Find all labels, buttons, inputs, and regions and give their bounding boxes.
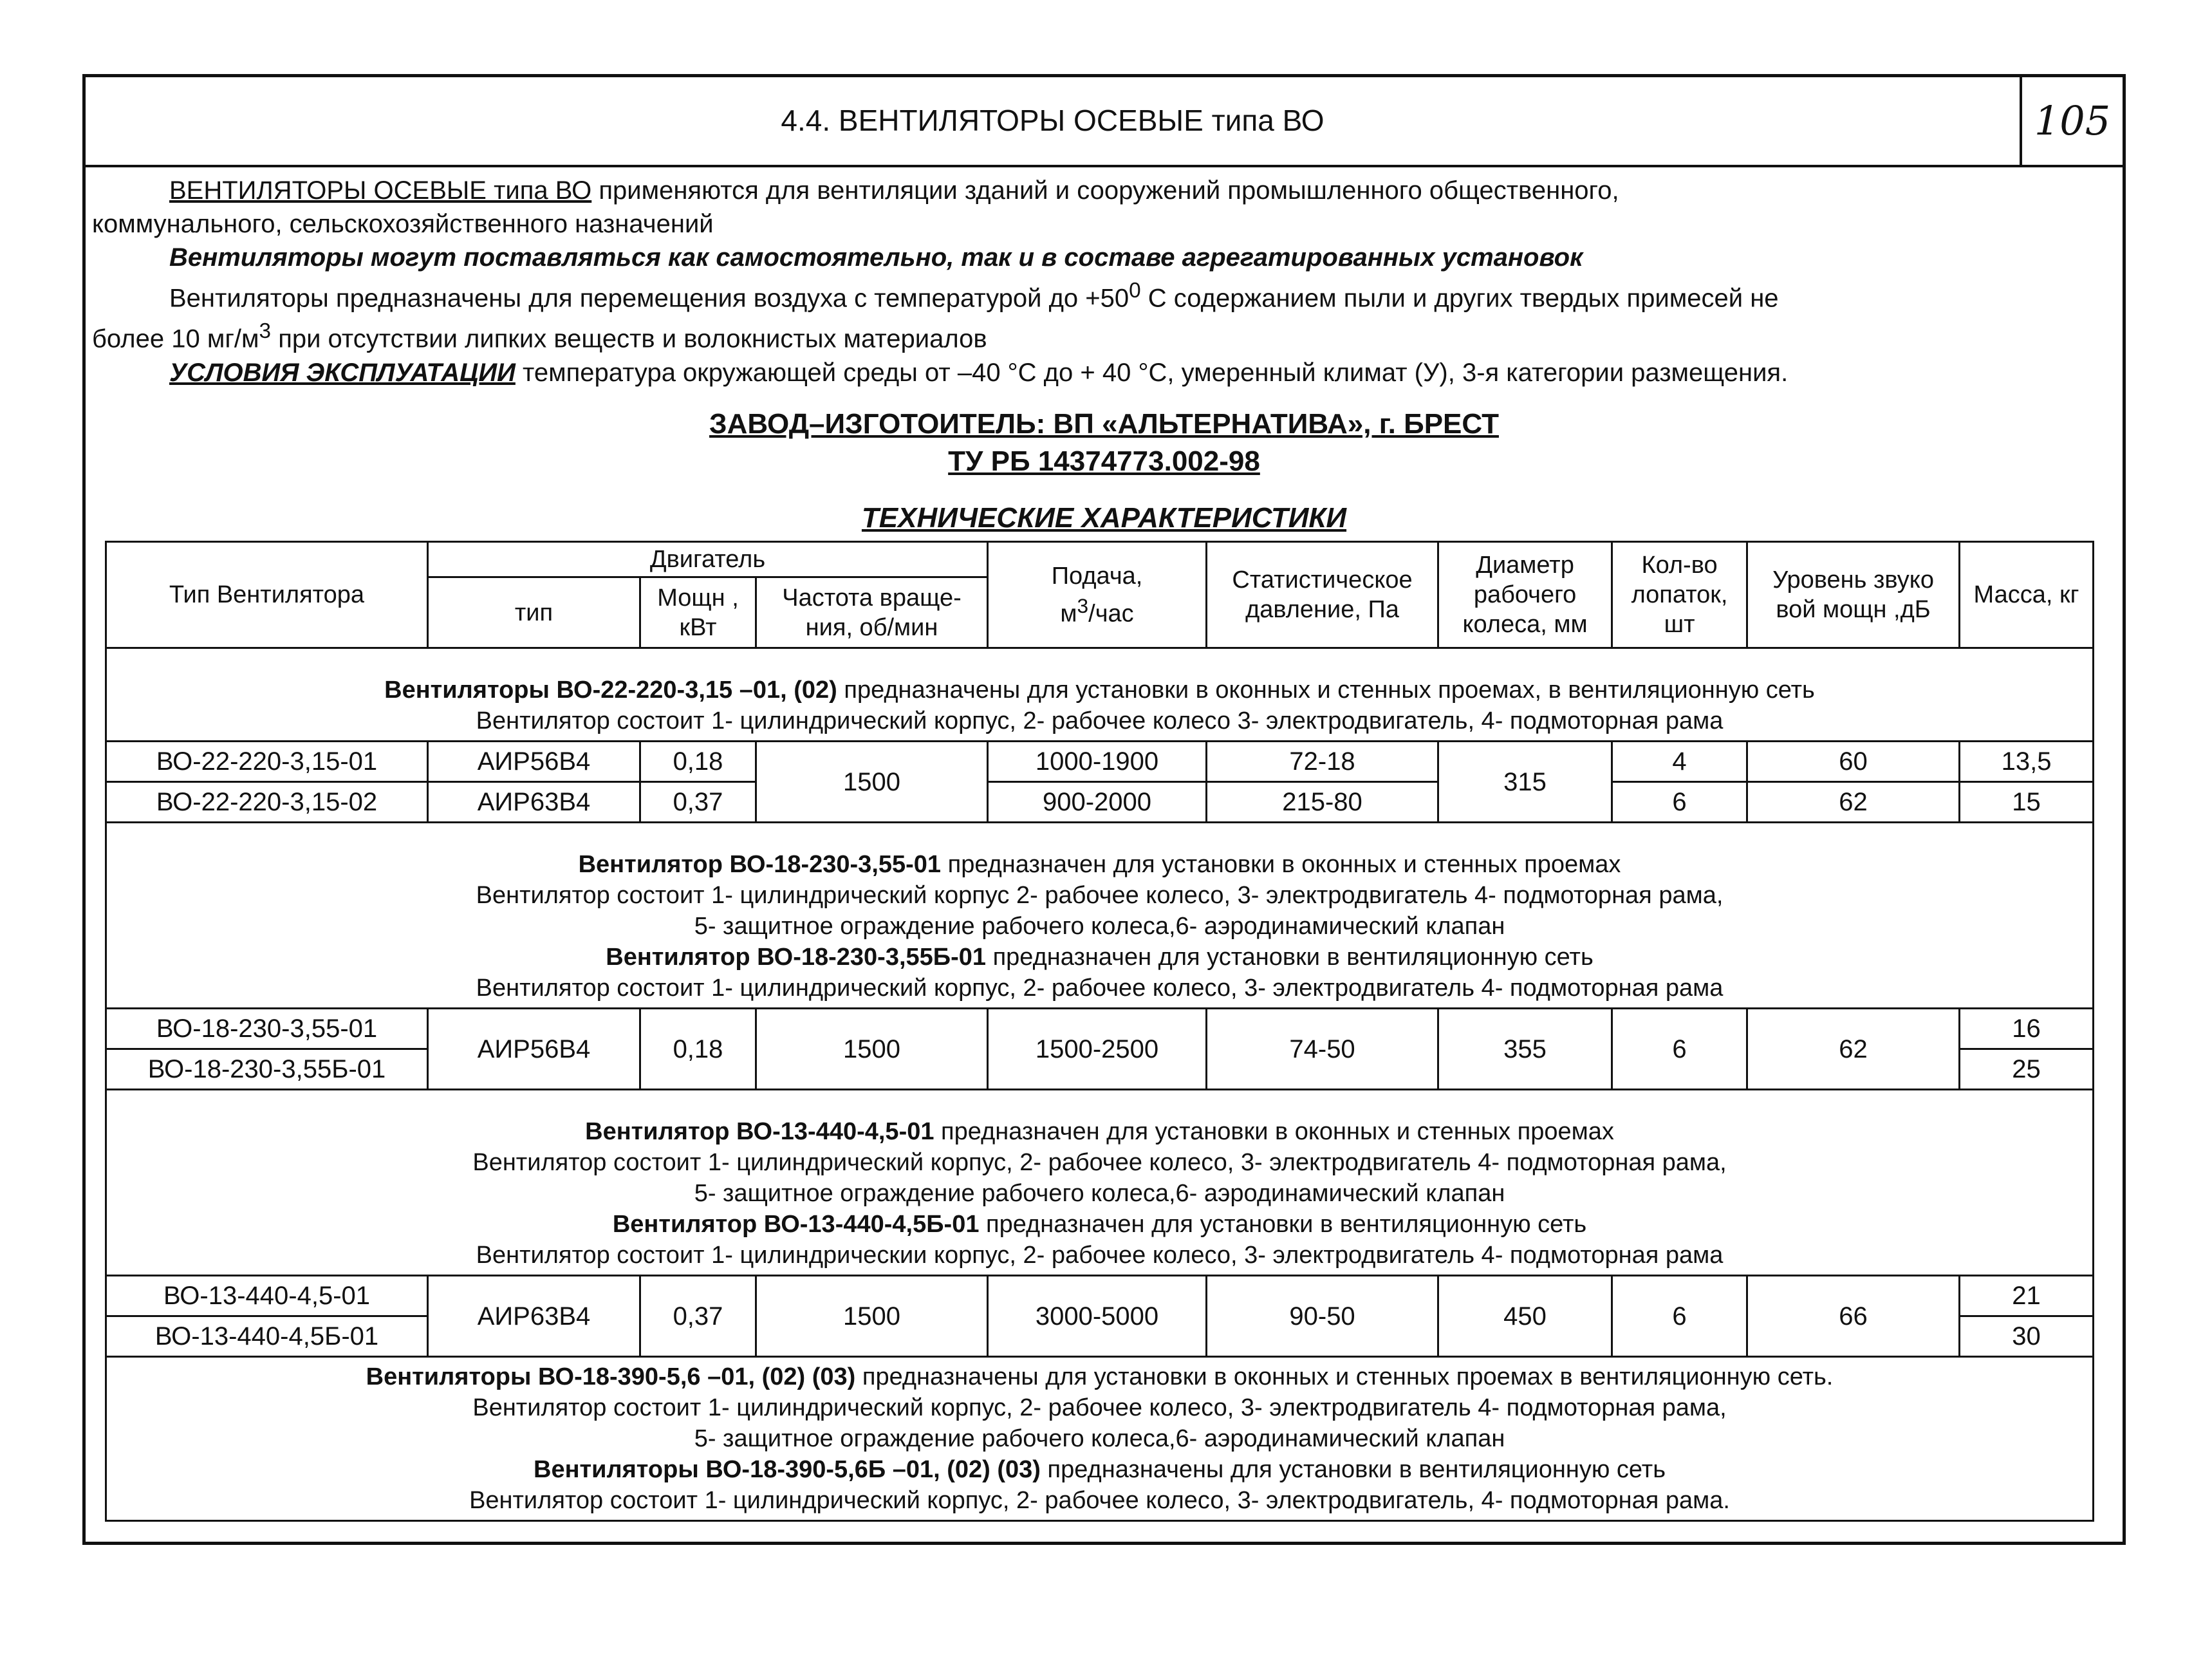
group2-d5: Вентилятор состоит 1- цилиндрический корпус, 2- рабочее колесо, 3- электродвигатель 4- подмоторная рама	[476, 975, 1724, 1002]
intro-paragraph-3	[92, 274, 2110, 315]
intro-p3-sup: 0	[1129, 279, 1141, 303]
page-frame	[82, 74, 2126, 1545]
table-row	[106, 742, 2094, 782]
header-freq: Частота враще-ния, об/мин	[756, 577, 988, 648]
model-cell: ВО-18-230-3,55-01	[106, 1009, 428, 1049]
motor-cell: АИР63В4	[428, 1276, 640, 1357]
motor-cell: АИР56В4	[428, 1009, 640, 1090]
group4-d1-bold: Вентиляторы ВО-18-390-5,6 –01, (02) (03)	[366, 1363, 856, 1390]
group3-d4-bold: Вентилятор ВО-13-440-4,5Б-01	[612, 1211, 980, 1238]
group2-d4-bold: Вентилятор ВО-18-230-3,55Б-01	[606, 944, 987, 971]
flow-cell: 900-2000	[988, 782, 1207, 823]
title-row	[86, 77, 2123, 167]
group2-d3: 5- защитное ограждение рабочего колеса,6- аэродинамический клапан	[694, 913, 1505, 940]
group4-d2: Вентилятор состоит 1- цилиндрический корпус, 2- рабочее колесо, 3- электродвигатель 4- подмоторная рама,	[472, 1394, 1727, 1421]
mass-cell: 30	[1960, 1316, 2094, 1357]
power-cell: 0,37	[640, 1276, 756, 1357]
mass-cell: 16	[1960, 1009, 2094, 1049]
power-cell: 0,18	[640, 742, 756, 782]
table-row	[106, 1009, 2094, 1049]
group4-d4-rest: предназначены для установки в вентиляционную сеть	[1040, 1456, 1666, 1483]
group1-desc	[106, 648, 2094, 742]
table-row	[106, 782, 2094, 823]
motor-cell: АИР63В4	[428, 782, 640, 823]
manufacturer-line: ЗАВОД–ИЗГОТОИТЕЛЬ: ВП «АЛЬТЕРНАТИВА», г. БРЕСТ	[709, 408, 1499, 440]
pressure-cell: 74-50	[1207, 1009, 1438, 1090]
sound-cell: 60	[1747, 742, 1960, 782]
intro-p3-l2sup: 3	[259, 319, 272, 344]
mass-cell: 25	[1960, 1049, 2094, 1090]
header-type-fan: Тип Вентилятора	[106, 542, 428, 648]
power-cell: 0,37	[640, 782, 756, 823]
group2-desc-row	[106, 823, 2094, 1009]
group2-desc	[106, 823, 2094, 1009]
intro-p1-rest: применяются для вентиляции зданий и сооружений промышленного общественного,	[591, 176, 1619, 205]
header-mass: Масса, кг	[1960, 542, 2094, 648]
group2-d1-bold: Вентилятор ВО-18-230-3,55-01	[578, 851, 942, 878]
group3-d3: 5- защитное ограждение рабочего колеса,6- аэродинамический клапан	[694, 1180, 1505, 1207]
model-cell: ВО-13-440-4,5-01	[106, 1276, 428, 1316]
group3-desc-row	[106, 1090, 2094, 1276]
flow-cell: 1000-1900	[988, 742, 1207, 782]
group4-d5: Вентилятор состоит 1- цилиндрический корпус, 2- рабочее колесо, 3- электродвигатель, 4- подмоторная рама.	[469, 1487, 1730, 1514]
power-cell: 0,18	[640, 1009, 756, 1090]
sound-cell: 66	[1747, 1276, 1960, 1357]
motor-cell: АИР56В4	[428, 742, 640, 782]
header-motor-type: тип	[428, 577, 640, 648]
table-row	[106, 1276, 2094, 1316]
header-flow-c: /час	[1088, 600, 1134, 628]
intro-text	[92, 174, 2110, 389]
tech-title: ТЕХНИЧЕСКИЕ ХАРАКТЕРИСТИКИ	[861, 502, 1347, 534]
header-flow	[988, 542, 1207, 648]
spec-table-wrap	[105, 541, 2092, 1522]
group4-d3: 5- защитное ограждение рабочего колеса,6- аэродинамический клапан	[694, 1425, 1505, 1452]
manufacturer-block	[86, 406, 2123, 480]
intro-p3-a: Вентиляторы предназначены для перемещения воздуха с температурой до +50	[169, 284, 1129, 313]
tu-line: ТУ РБ 14374773.002-98	[948, 445, 1260, 477]
intro-paragraph-1	[92, 174, 2110, 207]
intro-p3-b: С содержанием пыли и других твердых примесей не	[1140, 284, 1779, 313]
blades-cell: 6	[1612, 1276, 1747, 1357]
mass-cell: 21	[1960, 1276, 2094, 1316]
group1-desc2: Вентилятор состоит 1- цилиндрический корпус, 2- рабочее колесо 3- электродвигатель, 4- подмоторная рама	[476, 707, 1724, 734]
intro-p3-l2b: при отсутствии липких веществ и волокнистых материалов	[271, 324, 987, 353]
spec-table	[105, 541, 2094, 1522]
diameter-cell: 355	[1438, 1009, 1612, 1090]
diameter-cell: 315	[1438, 742, 1612, 823]
header-flow-b: м	[1060, 600, 1077, 628]
blades-cell: 6	[1612, 1009, 1747, 1090]
group3-d1-rest: предназначен для установки в оконных и стенных проемах	[934, 1118, 1614, 1145]
conditions-rest: температура окружающей среды от –40 °С до + 40 °С, умеренный климат (У), 3-я категории размещения.	[515, 358, 1789, 387]
page-title: 4.4. ВЕНТИЛЯТОРЫ ОСЕВЫЕ типа ВО	[781, 104, 1324, 137]
group4-d1-rest: предназначены для установки в оконных и стенных проемах в вентиляционную сеть.	[855, 1363, 1834, 1390]
header-motor: Двигатель	[428, 542, 988, 577]
header-row-1	[106, 542, 2094, 577]
pressure-cell: 215-80	[1207, 782, 1438, 823]
flow-cell: 3000-5000	[988, 1276, 1207, 1357]
intro-paragraph-1-line2: коммунального, сельскохозяйственного назначений	[92, 210, 714, 238]
intro-p3-l2a: более 10 мг/м	[92, 324, 259, 353]
mass-cell: 15	[1960, 782, 2094, 823]
pressure-cell: 72-18	[1207, 742, 1438, 782]
group2-d1-rest: предназначен для установки в оконных и стенных проемах	[941, 851, 1621, 878]
header-blades: Кол-во лопаток, шт	[1612, 542, 1747, 648]
group1-desc-row	[106, 648, 2094, 742]
header-flow-sup: 3	[1077, 593, 1089, 617]
group3-d4-rest: предназначен для установки в вентиляционную сеть	[979, 1211, 1587, 1238]
flow-cell: 1500-2500	[988, 1009, 1207, 1090]
group3-desc	[106, 1090, 2094, 1276]
group2-d4-rest: предназначен для установки в вентиляционную сеть	[986, 944, 1594, 971]
pressure-cell: 90-50	[1207, 1276, 1438, 1357]
header-diameter: Диаметр рабочего колеса, мм	[1438, 542, 1612, 648]
model-cell: ВО-18-230-3,55Б-01	[106, 1049, 428, 1090]
model-cell: ВО-22-220-3,15-02	[106, 782, 428, 823]
intro-paragraph-4	[92, 356, 2110, 389]
page-number: 105	[2020, 77, 2123, 165]
freq-cell: 1500	[756, 1276, 988, 1357]
group2-d2: Вентилятор состоит 1- цилиндрический корпус 2- рабочее колесо, 3- электродвигатель 4- подмоторная рама,	[476, 882, 1724, 909]
header-flow-a: Подача,	[1051, 562, 1143, 590]
freq-cell: 1500	[756, 742, 988, 823]
group4-desc-row	[106, 1357, 2094, 1521]
group3-d5: Вентилятор состоит 1- цилиндрическии корпус, 2- рабочее колесо, 3- электродвигатель 4- подмоторная рама	[476, 1242, 1724, 1269]
model-cell: ВО-13-440-4,5Б-01	[106, 1316, 428, 1357]
group1-desc1-rest: предназначены для установки в оконных и стенных проемах, в вентиляционную сеть	[837, 677, 1815, 704]
blades-cell: 4	[1612, 742, 1747, 782]
header-sound: Уровень звуко вой мощн ,дБ	[1747, 542, 1960, 648]
group3-d2: Вентилятор состоит 1- цилиндрический корпус, 2- рабочее колесо, 3- электродвигатель 4- подмоторная рама,	[472, 1149, 1727, 1176]
freq-cell: 1500	[756, 1009, 988, 1090]
diameter-cell: 450	[1438, 1276, 1612, 1357]
sound-cell: 62	[1747, 782, 1960, 823]
header-pressure: Статистическое давление, Па	[1207, 542, 1438, 648]
group4-desc	[106, 1357, 2094, 1521]
intro-lead: ВЕНТИЛЯТОРЫ ОСЕВЫЕ типа ВО	[169, 176, 592, 205]
sound-cell: 62	[1747, 1009, 1960, 1090]
group4-d4-bold: Вентиляторы ВО-18-390-5,6Б –01, (02) (03)	[534, 1456, 1041, 1483]
model-cell: ВО-22-220-3,15-01	[106, 742, 428, 782]
group1-desc1-bold: Вентиляторы ВО-22-220-3,15 –01, (02)	[384, 677, 837, 704]
intro-paragraph-2: Вентиляторы могут поставляться как самостоятельно, так и в составе агрегатированных установок	[169, 243, 1583, 272]
conditions-lead: УСЛОВИЯ ЭКСПЛУАТАЦИИ	[169, 358, 516, 387]
header-power: Мощн , кВт	[640, 577, 756, 648]
intro-paragraph-3-line2	[92, 315, 2110, 355]
blades-cell: 6	[1612, 782, 1747, 823]
group3-d1-bold: Вентилятор ВО-13-440-4,5-01	[585, 1118, 934, 1145]
mass-cell: 13,5	[1960, 742, 2094, 782]
